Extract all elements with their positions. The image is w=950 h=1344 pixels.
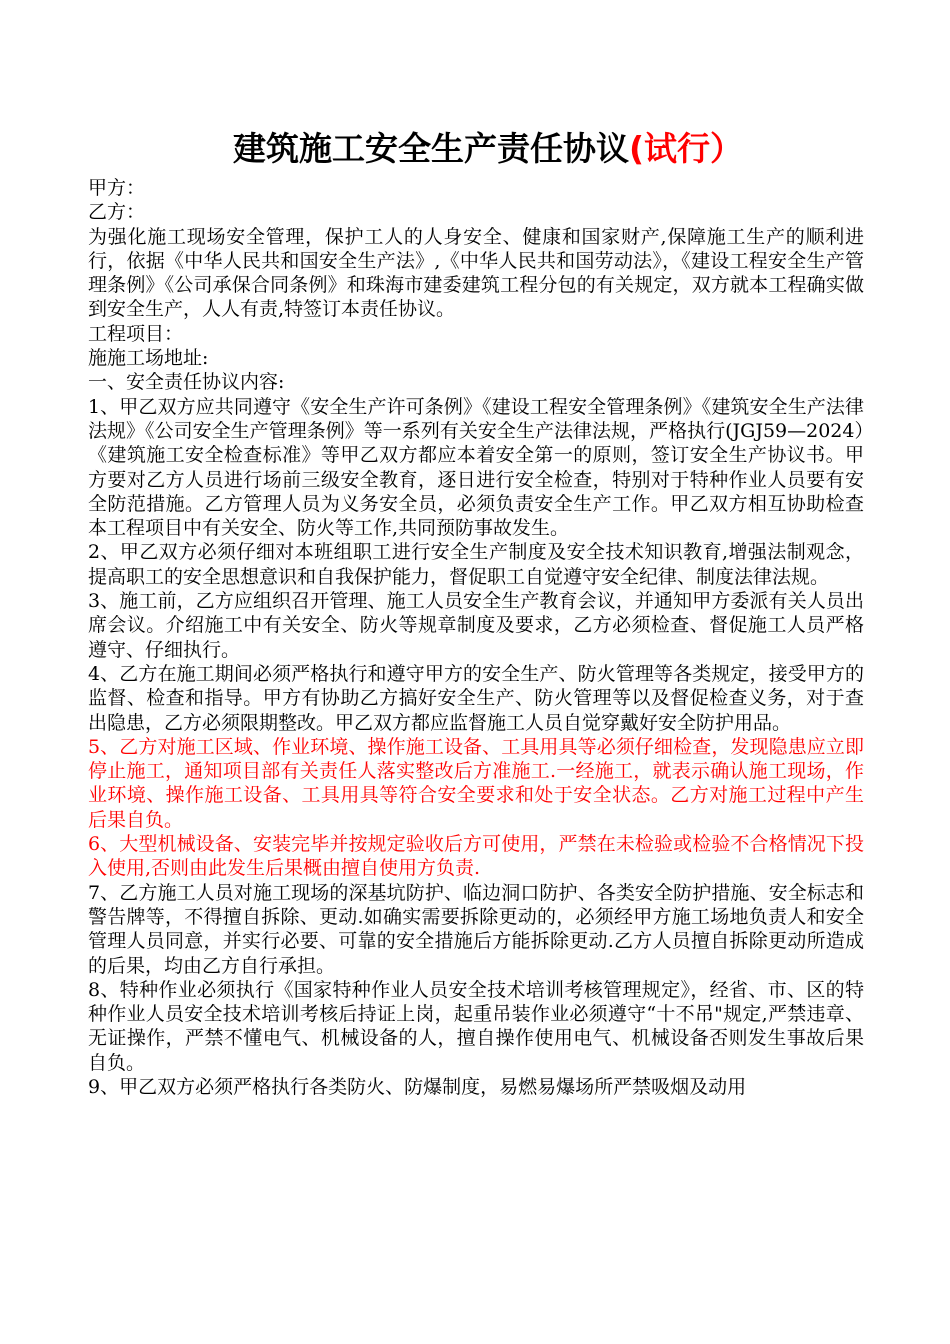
paragraph: 7、乙方施工人员对施工现场的深基坑防护、临边洞口防护、各类安全防护措施、安全标志和警告牌等，不得擅自拆除、更动.如确实需要拆除更动的，必须经甲方施工场地负责人和安全管理人员同意，并实行必要、可靠的安全措施后方能拆除更动.乙方人员擅自拆除更动所造成的后果，均由乙方自行承担。 — [88, 881, 864, 977]
paragraph: 3、施工前，乙方应组织召开管理、施工人员安全生产教育会议，并通知甲方委派有关人员出席会议。介绍施工中有关安全、防火等规章制度及要求，乙方必须检查、督促施工人员严格遵守、仔细执行。 — [88, 590, 864, 661]
paragraph: 4、乙方在施工期间必须严格执行和遵守甲方的安全生产、防火管理等各类规定，接受甲方的监督、检查和指导。甲方有协助乙方搞好安全生产、防火管理等以及督促检查义务，对于查出隐患，乙方必须限期整改。甲乙双方都应监督施工人员自觉穿戴好安全防护用品。 — [88, 662, 864, 734]
paragraph: 施施工场地址: — [88, 347, 209, 370]
paragraph: 1、甲乙双方应共同遵守《安全生产许可条例》《建设工程安全管理条例》《建筑安全生产法律法规》《公司安全生产管理条例》等一系列有关安全生产法律法规，严格执行(JGJ59—2024）《建筑施工安全检查标准》等甲乙双方都应本着安全第一的原则，签订安全生产协议书。甲方要对乙方人员进行场前三级安全教育，逐日进行安全检查，特别对于特种作业人员要有安全防范措施。乙方管理人员为义务安全员，必须负责安全生产工作。甲乙双方相互协助检查本工程项目中有关安全、防火等工作,共同预防事故发生。 — [88, 395, 864, 540]
paragraph: 9、甲乙双方必须严格执行各类防火、防爆制度，易燃易爆场所严禁吸烟及动用 — [88, 1075, 747, 1098]
document-page — [88, 122, 864, 1099]
title-accent: (试行） — [628, 129, 744, 168]
paragraph: 8、特种作业必须执行《国家特种作业人员安全技术培训考核管理规定》，经省、市、区的特种作业人员安全技术培训考核后持证上岗，起重吊装作业必须遵守“十不吊"规定,严禁违章、无证操作，严禁不懂电气、机械设备的人，擅自操作使用电气、机械设备否则发生事故后果自负。 — [88, 978, 864, 1074]
title-main: 建筑施工安全生产责任协议 — [232, 129, 629, 168]
paragraph: 5、乙方对施工区域、作业环境、操作施工设备、工具用具等必须仔细检查，发现隐患应立即停止施工，通知项目部有关责任人落实整改后方准施工.一经施工，就表示确认施工现场，作业环境、操作施工设备、工具用具等符合安全要求和处于安全状态。乙方对施工过程中产生后果自负。 — [88, 735, 864, 831]
paragraph: 甲方： — [88, 177, 146, 199]
paragraph: 2、甲乙双方必须仔细对本班组职工进行安全生产制度及安全技术知识教育,增强法制观念，提高职工的安全思想意识和自我保护能力，督促职工自觉遵守安全纪律、制度法律法规。 — [88, 541, 864, 588]
paragraph: 工程项目： — [88, 322, 184, 345]
paragraph: 6、大型机械设备、安装完毕并按规定验收后方可使用，严禁在未检验或检验不合格情况下投入使用,否则由此发生后果概由擅自使用方负责. — [88, 833, 864, 880]
document-body — [88, 176, 864, 1099]
paragraph: 乙方： — [88, 201, 146, 224]
document-title — [88, 122, 864, 176]
paragraph: 为强化施工现场安全管理，保护工人的人身安全、健康和国家财产,保障施工生产的顺利进行，依据《中华人民共和国安全生产法》,《中华人民共和国劳动法》，《建设工程安全生产管理条例》《公司承保合同条例》和珠海市建委建筑工程分包的有关规定，双方就本工程确实做到安全生产，人人有责,特签订本责任协议。 — [88, 225, 864, 321]
paragraph: 一、安全责任协议内容: — [88, 371, 285, 394]
